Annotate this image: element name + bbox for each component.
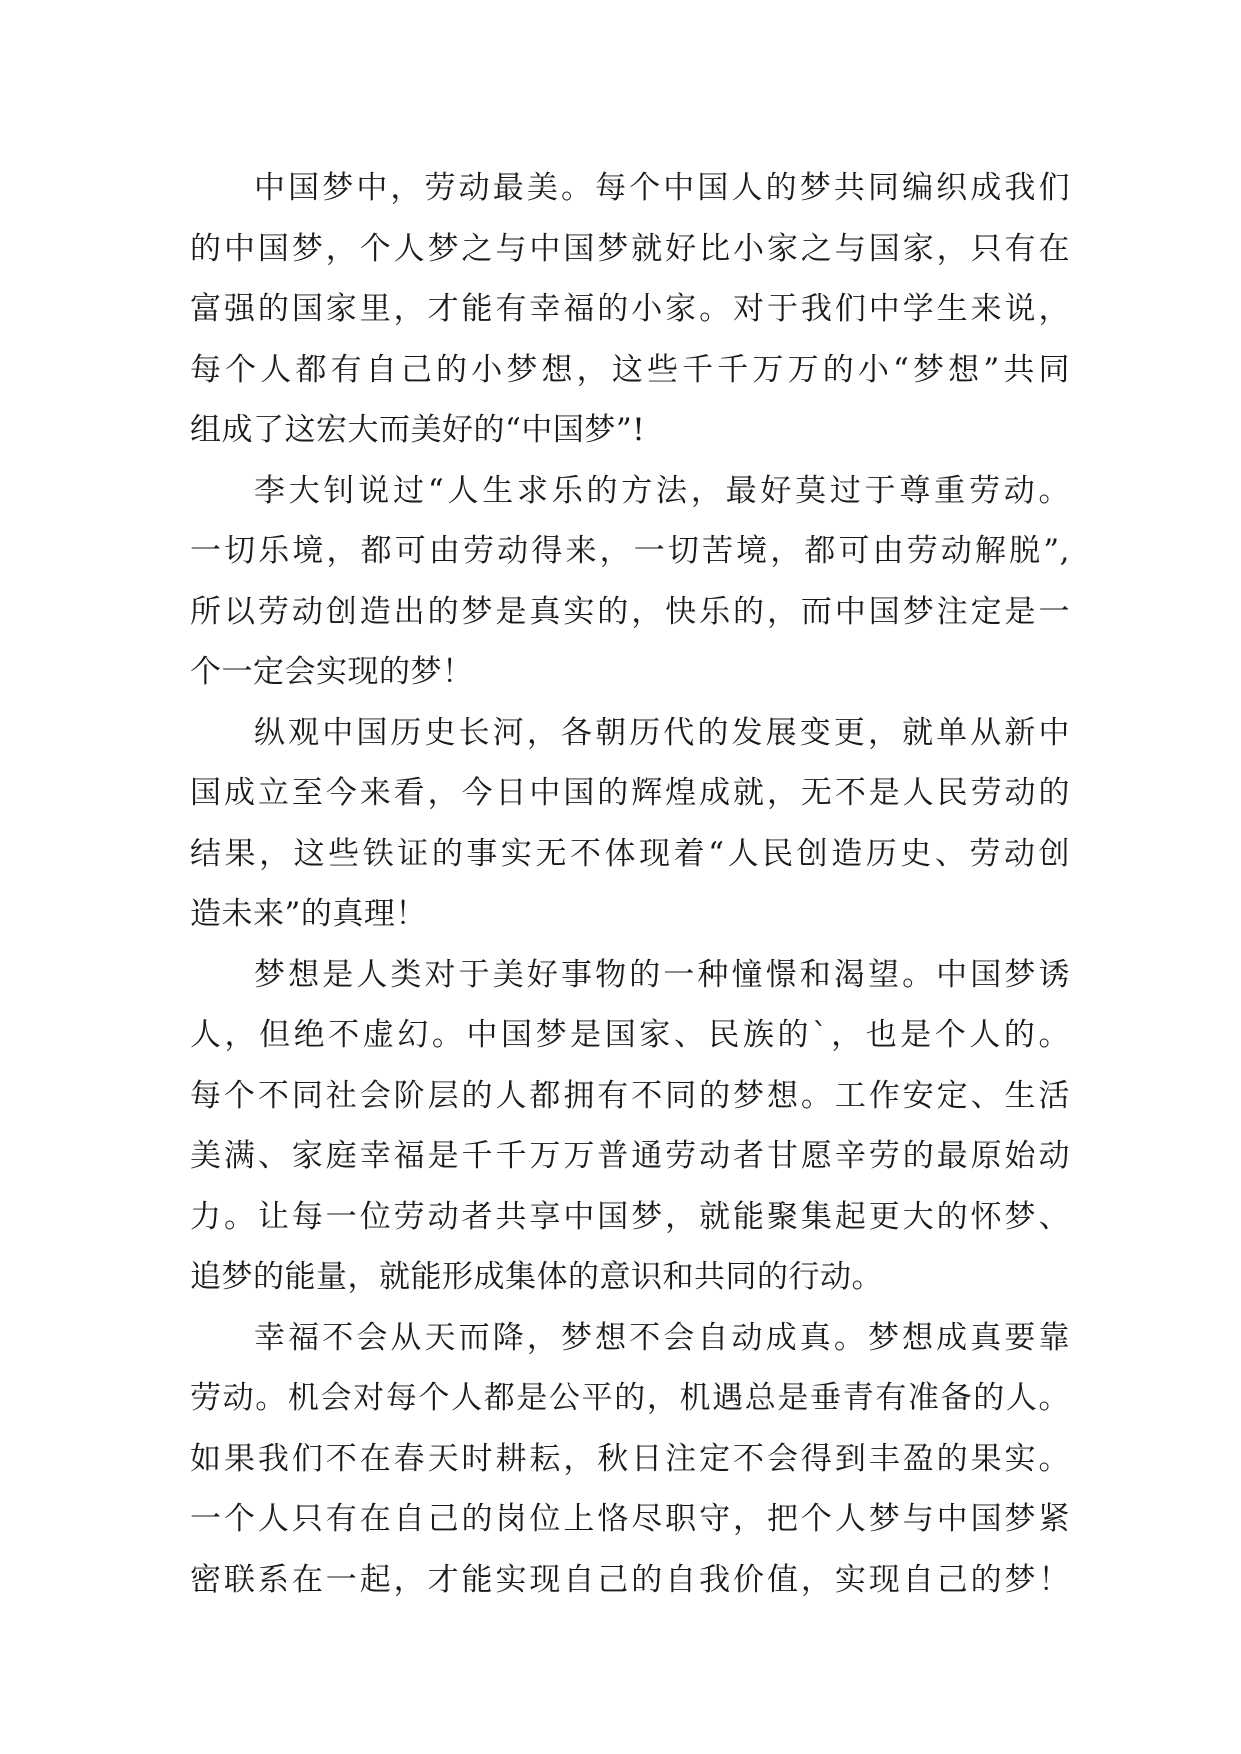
text-line: 美满、家庭幸福是千千万万普通劳动者甘愿辛劳的最原始动 bbox=[190, 1138, 1070, 1174]
text-line: 个一定会实现的梦！ bbox=[190, 654, 474, 690]
text-line: 每个不同社会阶层的人都拥有不同的梦想。工作安定、生活 bbox=[190, 1077, 1070, 1114]
text-line: 梦想是人类对于美好事物的一种憧憬和渴望。中国梦诱 bbox=[254, 956, 1070, 993]
paragraph-5 bbox=[190, 1308, 1070, 1611]
text-line: 如果我们不在春天时耕耘，秋日注定不会得到丰盈的果实。 bbox=[190, 1440, 1070, 1477]
paragraph-4 bbox=[190, 945, 1070, 1308]
text-line: 劳动。机会对每个人都是公平的，机遇总是垂青有准备的人。 bbox=[190, 1380, 1070, 1416]
text-line: 中国梦中，劳动最美。每个中国人的梦共同编织成我们 bbox=[254, 170, 1070, 206]
paragraph-3 bbox=[190, 703, 1070, 945]
paragraph-2 bbox=[190, 461, 1070, 703]
text-line: 所以劳动创造出的梦是真实的，快乐的，而中国梦注定是一 bbox=[190, 593, 1070, 630]
text-line: 的中国梦，个人梦之与中国梦就好比小家之与国家，只有在 bbox=[190, 230, 1070, 267]
text-line: 一个人只有在自己的岗位上恪尽职守，把个人梦与中国梦紧 bbox=[190, 1501, 1070, 1537]
text-line: 一切乐境，都可由劳动得来，一切苦境，都可由劳动解脱”, bbox=[190, 533, 1070, 569]
text-line: 造未来”的真理！ bbox=[190, 896, 427, 932]
text-line: 幸福不会从天而降，梦想不会自动成真。梦想成真要靠 bbox=[254, 1319, 1070, 1356]
paragraph-1 bbox=[190, 158, 1070, 461]
text-line: 李大钊说过“人生求乐的方法，最好莫过于尊重劳动。 bbox=[254, 472, 1070, 509]
text-line: 力。让每一位劳动者共享中国梦，就能聚集起更大的怀梦、 bbox=[190, 1198, 1070, 1235]
document-body bbox=[190, 158, 1070, 1610]
text-line: 组成了这宏大而美好的“中国梦”! bbox=[190, 412, 646, 448]
text-line: 结果，这些铁证的事实无不体现着“人民创造历史、劳动创 bbox=[190, 835, 1070, 872]
text-line: 纵观中国历史长河，各朝历代的发展变更，就单从新中 bbox=[254, 714, 1070, 751]
text-line: 追梦的能量，就能形成集体的意识和共同的行动。 bbox=[190, 1259, 883, 1295]
text-line: 每个人都有自己的小梦想，这些千千万万的小“梦想”共同 bbox=[190, 351, 1070, 388]
text-line: 密联系在一起，才能实现自己的自我价值，实现自己的梦！ bbox=[190, 1561, 1070, 1598]
text-line: 富强的国家里，才能有幸福的小家。对于我们中学生来说， bbox=[190, 291, 1070, 327]
text-line: 人，但绝不虚幻。中国梦是国家、民族的`，也是个人的。 bbox=[190, 1017, 1070, 1053]
text-line: 国成立至今来看，今日中国的辉煌成就，无不是人民劳动的 bbox=[190, 775, 1070, 811]
